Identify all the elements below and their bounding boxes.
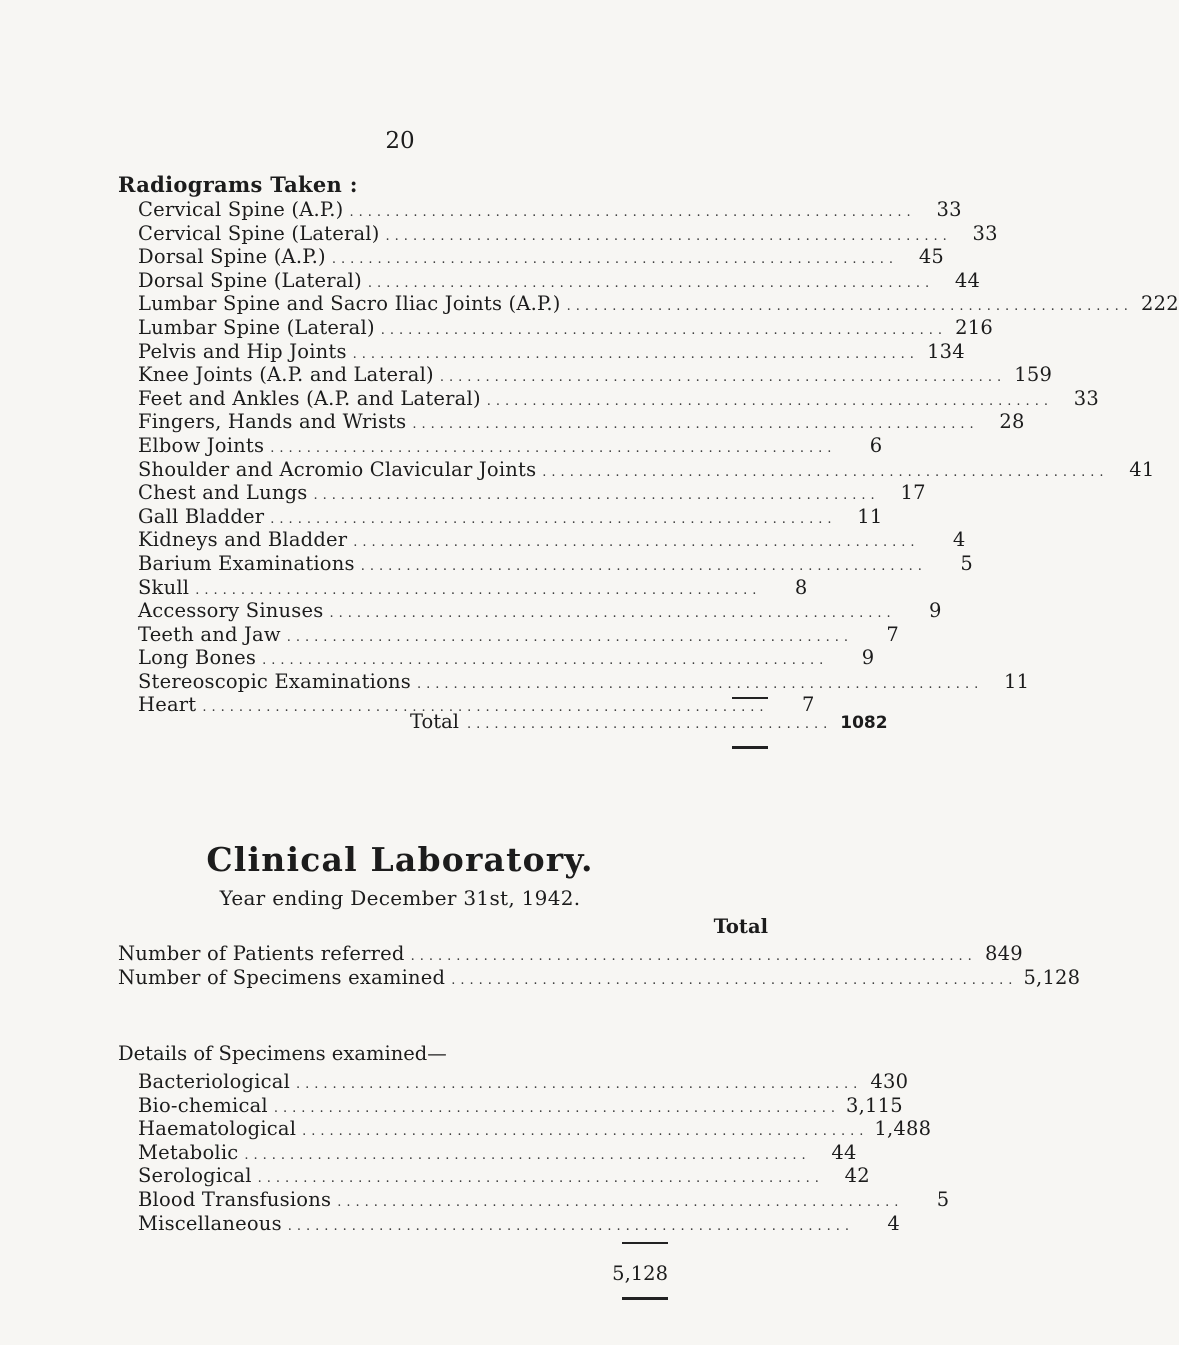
item-value: 28 (999, 410, 1025, 434)
details-total-rule-bottom (622, 1297, 668, 1300)
leader-dots: .............................................................. (273, 1100, 841, 1116)
item-label: Blood Transfusions (138, 1187, 332, 1211)
item-value: 45 (918, 245, 945, 269)
item-label: Teeth and Jaw (138, 622, 281, 646)
leader-dots: .............................................................. (329, 606, 896, 622)
list-item (138, 221, 998, 246)
list-item (138, 363, 1053, 387)
list-item (138, 198, 962, 222)
leader-dots: .............................................................. (270, 511, 837, 527)
list-item (138, 646, 875, 670)
list-item (138, 1164, 870, 1188)
leader-dots: .............................................................. (262, 653, 829, 669)
lab-title: Clinical Laboratory. (206, 840, 594, 879)
leader-dots: .............................................................. (385, 228, 952, 244)
leader-dots: .............................................................. (331, 252, 899, 268)
item-value: 33 (936, 198, 962, 221)
details-list (138, 1070, 950, 1235)
list-item (138, 1211, 900, 1236)
item-label: Accessory Sinuses (138, 599, 324, 623)
leader-dots: .............................................................. (352, 346, 919, 362)
item-label: Number of Specimens examined (118, 965, 446, 989)
item-label: Haematological (138, 1117, 297, 1141)
item-label: Metabolic (138, 1140, 239, 1164)
page-number: 20 (385, 128, 415, 154)
total-rule-top (732, 697, 768, 699)
radiogram-list (138, 198, 1179, 717)
item-label: Miscellaneous (138, 1211, 282, 1235)
list-item (138, 481, 926, 505)
item-value: 17 (900, 481, 926, 505)
list-item (138, 504, 883, 529)
leader-dots: .............................................................. (439, 370, 1007, 386)
leader-dots: .............................................................. (270, 440, 837, 456)
item-value: 216 (955, 315, 993, 339)
item-value: 42 (844, 1164, 870, 1188)
item-value: 1,488 (874, 1117, 932, 1141)
item-label: Bio-chemical (138, 1093, 268, 1117)
leader-dots: .............................................................. (257, 1171, 824, 1187)
leader-dots: .............................................................. (566, 299, 1133, 315)
item-value: 33 (1073, 386, 1099, 410)
item-value: 4 (887, 1211, 900, 1235)
item-value: 41 (1129, 457, 1155, 481)
item-value: 4 (952, 528, 966, 552)
total-row (410, 710, 888, 733)
list-item (138, 386, 1099, 411)
item-value: 3,115 (846, 1093, 903, 1117)
leader-dots: .............................................................. (353, 535, 920, 551)
details-total: 5,128 (612, 1262, 668, 1285)
details-total-rule-top (622, 1242, 668, 1244)
total-rule-bottom (732, 746, 768, 749)
item-label: Barium Examinations (138, 551, 355, 575)
item-label: Lumbar Spine and Sacro Iliac Joints (A.P.) (138, 292, 561, 316)
list-item (138, 1140, 857, 1165)
list-item (138, 268, 981, 293)
item-value: 8 (794, 575, 808, 599)
item-value: 33 (972, 221, 998, 245)
list-item (138, 433, 883, 458)
item-value: 5 (960, 551, 973, 575)
item-label: Cervical Spine (Lateral) (138, 221, 380, 245)
item-label: Skull (138, 575, 190, 599)
leader-dots: .............................................................. (451, 972, 1018, 988)
item-label: Lumbar Spine (Lateral) (138, 315, 375, 339)
item-value: 9 (929, 599, 942, 623)
leader-dots: .............................................................. (410, 949, 977, 964)
leader-dots: .............................................................. (380, 322, 947, 338)
item-label: Serological (138, 1164, 252, 1188)
leader-dots: .............................................................. (286, 629, 853, 645)
item-label: Pelvis and Hip Joints (138, 339, 347, 363)
list-item (138, 551, 973, 576)
item-label: Elbow Joints (138, 433, 265, 457)
item-value: 7 (886, 622, 899, 646)
list-item (138, 339, 965, 364)
leader-dots: .............................................................. (202, 700, 769, 716)
total-value: 1082 (840, 713, 888, 733)
leader-dots: .............................................................. (244, 1147, 811, 1163)
item-value: 6 (869, 433, 883, 457)
item-label: Gall Bladder (138, 504, 265, 528)
leader-dots: .............................................................. (313, 488, 880, 504)
item-value: 222 (1141, 292, 1179, 316)
list-item (138, 457, 1155, 482)
item-label: Feet and Ankles (A.P. and Lateral) (138, 386, 481, 410)
item-label: Cervical Spine (A.P.) (138, 198, 344, 221)
list-item (138, 1117, 932, 1141)
list-item (138, 528, 966, 552)
list-item (138, 1093, 903, 1118)
list-item (138, 1070, 909, 1094)
total-column-header: Total (713, 915, 768, 938)
leader-dots: .............................................................. (542, 464, 1109, 480)
item-label: Heart (138, 693, 197, 717)
item-label: Kidneys and Bladder (138, 528, 348, 552)
list-item (138, 622, 899, 647)
item-label: Fingers, Hands and Wrists (138, 410, 407, 434)
item-value: 7 (801, 693, 815, 717)
list-item (118, 965, 1081, 990)
details-heading: Details of Specimens examined— (118, 1042, 447, 1065)
item-label: Number of Patients referred (118, 942, 405, 965)
item-value: 44 (831, 1140, 857, 1164)
item-value: 11 (1004, 669, 1030, 693)
leader-dots: ........................................ (466, 717, 833, 732)
leader-dots: .............................................................. (296, 1077, 863, 1092)
leader-dots: .............................................................. (195, 582, 762, 598)
leader-dots: .............................................................. (417, 676, 984, 692)
item-label: Bacteriological (138, 1070, 291, 1093)
item-value: 159 (1014, 363, 1053, 387)
list-item (138, 1187, 950, 1212)
list-item (118, 942, 1023, 966)
summary-list (118, 942, 1081, 989)
list-item (138, 669, 1030, 694)
leader-dots: .............................................................. (412, 417, 979, 433)
item-value: 849 (984, 942, 1023, 965)
list-item (138, 292, 1179, 316)
item-label: Dorsal Spine (Lateral) (138, 268, 362, 292)
item-label: Shoulder and Acromio Clavicular Joints (138, 457, 537, 481)
list-item (138, 315, 993, 340)
total-label: Total (410, 710, 459, 733)
item-label: Knee Joints (A.P. and Lateral) (138, 363, 434, 387)
leader-dots: .............................................................. (349, 205, 916, 220)
item-value: 430 (870, 1070, 909, 1093)
item-label: Stereoscopic Examinations (138, 669, 411, 693)
list-item (138, 245, 945, 269)
item-value: 5,128 (1023, 965, 1081, 989)
item-label: Chest and Lungs (138, 481, 308, 505)
item-value: 5 (936, 1187, 950, 1211)
leader-dots: .............................................................. (367, 275, 935, 291)
item-value: 11 (857, 504, 883, 528)
list-item (138, 410, 1025, 434)
item-value: 44 (954, 268, 981, 292)
item-label: Dorsal Spine (A.P.) (138, 245, 326, 269)
radiograms-heading: Radiograms Taken : (118, 172, 358, 197)
leader-dots: .............................................................. (287, 1218, 854, 1234)
leader-dots: .............................................................. (337, 1194, 904, 1210)
lab-subtitle: Year ending December 31st, 1942. (219, 886, 581, 910)
leader-dots: .............................................................. (360, 558, 927, 574)
item-value: 9 (861, 646, 875, 670)
item-label: Long Bones (138, 646, 257, 670)
leader-dots: .............................................................. (486, 393, 1053, 409)
list-item (138, 599, 942, 623)
leader-dots: .............................................................. (302, 1124, 869, 1140)
item-value: 134 (927, 339, 965, 363)
list-item (138, 575, 808, 600)
